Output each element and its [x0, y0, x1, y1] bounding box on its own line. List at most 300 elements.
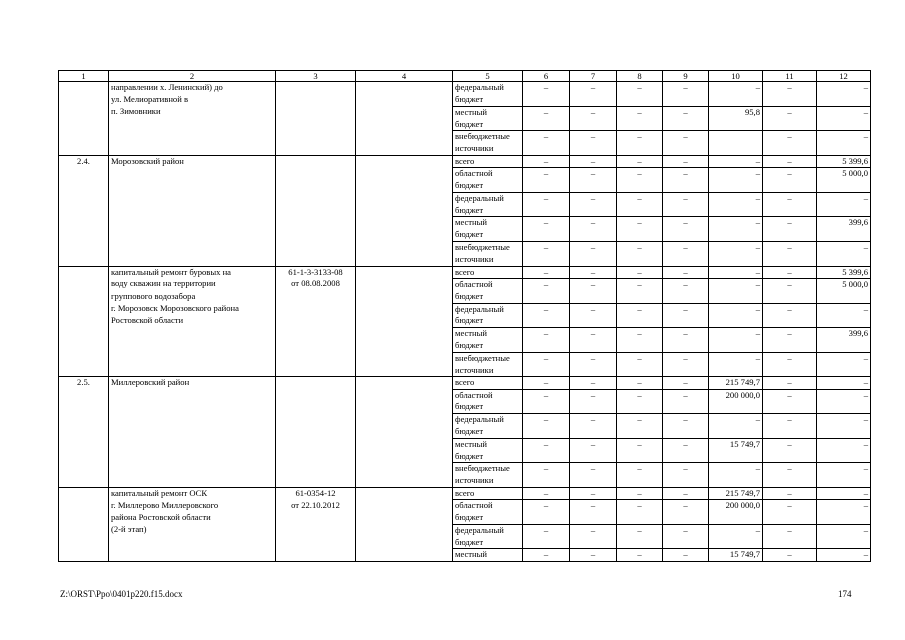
value-cell	[663, 180, 709, 192]
value-cell	[663, 451, 709, 463]
value-cell	[763, 475, 817, 487]
funding-source-cell: местный	[453, 549, 523, 561]
table-row	[59, 401, 871, 413]
value-cell	[763, 365, 817, 377]
value-cell: –	[663, 266, 709, 278]
value-cell: –	[763, 131, 817, 143]
page-number: 174	[838, 589, 852, 599]
item-number-cell	[59, 401, 109, 413]
value-cell	[709, 512, 763, 524]
value-cell: –	[763, 168, 817, 180]
value-cell: –	[570, 266, 617, 278]
value-cell: –	[763, 414, 817, 426]
document-ref-cell	[276, 426, 356, 438]
value-cell: –	[817, 303, 871, 315]
table-row	[59, 143, 871, 155]
value-cell: –	[523, 524, 570, 536]
column-4-cell	[356, 352, 453, 364]
document-ref-cell: 61-1-3-3133-08	[276, 266, 356, 278]
value-cell: –	[663, 192, 709, 204]
funding-source-cell: федеральный	[453, 414, 523, 426]
table-row	[59, 168, 871, 180]
funding-source-cell: бюджет	[453, 180, 523, 192]
item-number-cell	[59, 463, 109, 475]
table-row	[59, 537, 871, 549]
table-row	[59, 488, 871, 500]
value-cell: –	[617, 106, 663, 118]
value-cell	[523, 205, 570, 217]
value-cell	[709, 315, 763, 327]
document-ref-cell	[276, 328, 356, 340]
value-cell	[817, 180, 871, 192]
value-cell	[817, 143, 871, 155]
value-cell: –	[709, 524, 763, 536]
value-cell: –	[570, 463, 617, 475]
value-cell: 399,6	[817, 217, 871, 229]
value-cell	[817, 401, 871, 413]
value-cell: –	[617, 524, 663, 536]
object-name-cell: группового водозабора	[109, 291, 276, 303]
document-ref-cell	[276, 106, 356, 118]
table-row	[59, 291, 871, 303]
table-row	[59, 315, 871, 327]
funding-source-cell: всего	[453, 155, 523, 167]
object-name-cell	[109, 438, 276, 450]
header-cell: 12	[817, 71, 871, 82]
value-cell	[663, 315, 709, 327]
value-cell	[763, 205, 817, 217]
funding-source-cell: всего	[453, 266, 523, 278]
value-cell	[709, 254, 763, 266]
item-number-cell	[59, 229, 109, 241]
value-cell	[617, 340, 663, 352]
item-number-cell	[59, 549, 109, 561]
value-cell: –	[709, 82, 763, 94]
item-number-cell	[59, 340, 109, 352]
value-cell: –	[709, 217, 763, 229]
value-cell	[617, 451, 663, 463]
value-cell: –	[763, 217, 817, 229]
value-cell: –	[523, 438, 570, 450]
funding-source-cell: федеральный	[453, 303, 523, 315]
value-cell	[617, 254, 663, 266]
item-number-cell	[59, 414, 109, 426]
value-cell: –	[763, 500, 817, 512]
value-cell: –	[617, 278, 663, 290]
value-cell: –	[709, 266, 763, 278]
document-ref-cell	[276, 229, 356, 241]
value-cell: –	[709, 192, 763, 204]
value-cell: –	[570, 82, 617, 94]
value-cell: –	[523, 278, 570, 290]
value-cell: –	[617, 217, 663, 229]
value-cell: –	[523, 266, 570, 278]
value-cell: –	[709, 278, 763, 290]
value-cell: –	[523, 303, 570, 315]
column-4-cell	[356, 426, 453, 438]
value-cell	[617, 512, 663, 524]
value-cell: –	[570, 106, 617, 118]
column-4-cell	[356, 463, 453, 475]
object-name-cell: (2-й этап)	[109, 524, 276, 536]
value-cell	[709, 451, 763, 463]
value-cell	[617, 180, 663, 192]
value-cell: 200 000,0	[709, 389, 763, 401]
table-row	[59, 94, 871, 106]
value-cell: –	[523, 242, 570, 254]
value-cell: –	[817, 524, 871, 536]
table-row	[59, 377, 871, 389]
value-cell	[763, 180, 817, 192]
funding-source-cell: бюджет	[453, 94, 523, 106]
value-cell: –	[709, 328, 763, 340]
document-ref-cell	[276, 315, 356, 327]
value-cell	[617, 205, 663, 217]
value-cell	[817, 94, 871, 106]
document-ref-cell	[276, 217, 356, 229]
value-cell: –	[663, 82, 709, 94]
value-cell: –	[763, 266, 817, 278]
document-ref-cell	[276, 524, 356, 536]
object-name-cell: капитальный ремонт ОСК	[109, 488, 276, 500]
item-number-cell	[59, 512, 109, 524]
column-4-cell	[356, 438, 453, 450]
column-4-cell	[356, 303, 453, 315]
value-cell: –	[709, 352, 763, 364]
item-number-cell	[59, 254, 109, 266]
value-cell: –	[763, 242, 817, 254]
value-cell	[663, 365, 709, 377]
value-cell	[763, 119, 817, 131]
value-cell: –	[817, 549, 871, 561]
value-cell: 5 000,0	[817, 278, 871, 290]
value-cell	[709, 180, 763, 192]
header-cell: 2	[109, 71, 276, 82]
object-name-cell	[109, 451, 276, 463]
value-cell	[763, 315, 817, 327]
column-4-cell	[356, 340, 453, 352]
table-row	[59, 451, 871, 463]
value-cell: –	[617, 389, 663, 401]
document-ref-cell: 61-0354-12	[276, 488, 356, 500]
value-cell: –	[570, 389, 617, 401]
value-cell	[523, 229, 570, 241]
value-cell: –	[663, 155, 709, 167]
column-4-cell	[356, 143, 453, 155]
item-number-cell	[59, 143, 109, 155]
object-name-cell	[109, 328, 276, 340]
value-cell	[523, 119, 570, 131]
object-name-cell	[109, 426, 276, 438]
value-cell	[817, 537, 871, 549]
funding-source-cell: федеральный	[453, 82, 523, 94]
value-cell	[570, 119, 617, 131]
funding-source-cell: бюджет	[453, 537, 523, 549]
value-cell	[617, 426, 663, 438]
header-cell: 6	[523, 71, 570, 82]
value-cell: –	[570, 377, 617, 389]
value-cell	[570, 291, 617, 303]
value-cell	[763, 254, 817, 266]
object-name-cell	[109, 549, 276, 561]
item-number-cell	[59, 266, 109, 278]
value-cell: –	[663, 463, 709, 475]
value-cell: –	[763, 192, 817, 204]
value-cell	[570, 365, 617, 377]
column-4-cell	[356, 500, 453, 512]
funding-source-cell: областной	[453, 389, 523, 401]
value-cell	[817, 254, 871, 266]
value-cell: –	[617, 549, 663, 561]
document-ref-cell	[276, 340, 356, 352]
object-name-cell: г. Морозовск Морозовского района	[109, 303, 276, 315]
column-4-cell	[356, 217, 453, 229]
funding-source-cell: бюджет	[453, 451, 523, 463]
object-name-cell	[109, 119, 276, 131]
value-cell	[523, 537, 570, 549]
value-cell	[663, 401, 709, 413]
document-ref-cell	[276, 303, 356, 315]
value-cell: –	[523, 328, 570, 340]
document-ref-cell	[276, 463, 356, 475]
column-4-cell	[356, 131, 453, 143]
column-4-cell	[356, 537, 453, 549]
object-name-cell	[109, 463, 276, 475]
value-cell	[709, 119, 763, 131]
object-name-cell: Миллеровский район	[109, 377, 276, 389]
object-name-cell: г. Миллерово Миллеровского	[109, 500, 276, 512]
header-cell: 7	[570, 71, 617, 82]
object-name-cell	[109, 131, 276, 143]
column-4-cell	[356, 180, 453, 192]
value-cell	[523, 512, 570, 524]
value-cell: –	[663, 438, 709, 450]
value-cell: –	[763, 303, 817, 315]
value-cell	[570, 94, 617, 106]
document-ref-cell	[276, 451, 356, 463]
table-row	[59, 414, 871, 426]
item-number-cell: 2.4.	[59, 155, 109, 167]
value-cell: –	[570, 524, 617, 536]
funding-source-cell: областной	[453, 168, 523, 180]
funding-source-cell: внебюджетные	[453, 463, 523, 475]
value-cell: –	[617, 168, 663, 180]
value-cell: –	[570, 155, 617, 167]
value-cell: –	[617, 438, 663, 450]
value-cell: –	[817, 389, 871, 401]
table-row	[59, 192, 871, 204]
item-number-cell	[59, 438, 109, 450]
value-cell: –	[663, 549, 709, 561]
column-4-cell	[356, 365, 453, 377]
value-cell: –	[570, 500, 617, 512]
value-cell	[617, 365, 663, 377]
item-number-cell	[59, 94, 109, 106]
value-cell: –	[763, 352, 817, 364]
value-cell	[817, 512, 871, 524]
item-number-cell	[59, 303, 109, 315]
value-cell	[763, 401, 817, 413]
value-cell	[570, 205, 617, 217]
value-cell: –	[663, 352, 709, 364]
item-number-cell	[59, 278, 109, 290]
item-number-cell	[59, 217, 109, 229]
value-cell	[523, 340, 570, 352]
item-number-cell	[59, 205, 109, 217]
value-cell: –	[523, 155, 570, 167]
column-4-cell	[356, 254, 453, 266]
value-cell: –	[617, 414, 663, 426]
value-cell: 95,8	[709, 106, 763, 118]
table-row	[59, 254, 871, 266]
object-name-cell	[109, 365, 276, 377]
document-ref-cell	[276, 192, 356, 204]
value-cell	[663, 143, 709, 155]
value-cell: –	[570, 168, 617, 180]
table-row	[59, 180, 871, 192]
document-ref-cell: от 08.08.2008	[276, 278, 356, 290]
value-cell	[763, 537, 817, 549]
item-number-cell	[59, 119, 109, 131]
value-cell	[709, 205, 763, 217]
funding-source-cell: бюджет	[453, 229, 523, 241]
value-cell	[709, 291, 763, 303]
document-ref-cell	[276, 168, 356, 180]
value-cell: –	[523, 217, 570, 229]
column-4-cell	[356, 168, 453, 180]
value-cell	[570, 451, 617, 463]
value-cell	[663, 340, 709, 352]
value-cell: –	[617, 131, 663, 143]
value-cell: 215 749,7	[709, 488, 763, 500]
value-cell: –	[763, 82, 817, 94]
column-4-cell	[356, 549, 453, 561]
column-4-cell	[356, 229, 453, 241]
value-cell	[570, 340, 617, 352]
item-number-cell	[59, 524, 109, 536]
value-cell	[763, 143, 817, 155]
table-row	[59, 242, 871, 254]
document-ref-cell	[276, 155, 356, 167]
table-row	[59, 303, 871, 315]
table-row	[59, 512, 871, 524]
table-row	[59, 524, 871, 536]
funding-source-cell: бюджет	[453, 205, 523, 217]
document-ref-cell	[276, 94, 356, 106]
value-cell	[709, 426, 763, 438]
value-cell: –	[523, 82, 570, 94]
object-name-cell: капитальный ремонт буровых на	[109, 266, 276, 278]
value-cell	[817, 426, 871, 438]
value-cell: 399,6	[817, 328, 871, 340]
value-cell	[817, 340, 871, 352]
value-cell: 15 749,7	[709, 438, 763, 450]
object-name-cell: района Ростовской области	[109, 512, 276, 524]
column-4-cell	[356, 328, 453, 340]
value-cell: –	[617, 192, 663, 204]
item-number-cell	[59, 537, 109, 549]
value-cell: –	[617, 500, 663, 512]
table-row	[59, 500, 871, 512]
funding-source-cell: внебюджетные	[453, 131, 523, 143]
value-cell	[663, 291, 709, 303]
column-4-cell	[356, 266, 453, 278]
value-cell: 5 399,6	[817, 266, 871, 278]
value-cell: –	[617, 266, 663, 278]
object-name-cell	[109, 340, 276, 352]
value-cell: –	[570, 352, 617, 364]
value-cell: –	[570, 414, 617, 426]
value-cell: –	[523, 168, 570, 180]
object-name-cell: Ростовской области	[109, 315, 276, 327]
funding-source-cell: всего	[453, 488, 523, 500]
value-cell	[817, 315, 871, 327]
value-cell: 200 000,0	[709, 500, 763, 512]
value-cell	[763, 451, 817, 463]
column-4-cell	[356, 315, 453, 327]
document-ref-cell	[276, 254, 356, 266]
column-4-cell	[356, 451, 453, 463]
column-4-cell	[356, 242, 453, 254]
funding-source-cell: областной	[453, 278, 523, 290]
item-number-cell	[59, 192, 109, 204]
funding-source-cell: внебюджетные	[453, 242, 523, 254]
table-row	[59, 266, 871, 278]
value-cell	[663, 475, 709, 487]
file-path-footer: Z:\ORST\Ppo\0401p220.f15.docx	[60, 589, 183, 599]
object-name-cell: п. Зимовники	[109, 106, 276, 118]
value-cell	[817, 205, 871, 217]
value-cell: –	[570, 303, 617, 315]
item-number-cell	[59, 131, 109, 143]
funding-source-cell: бюджет	[453, 426, 523, 438]
header-row	[59, 71, 871, 82]
value-cell	[709, 143, 763, 155]
value-cell: –	[617, 328, 663, 340]
value-cell	[523, 365, 570, 377]
object-name-cell	[109, 537, 276, 549]
table-row	[59, 365, 871, 377]
object-name-cell	[109, 168, 276, 180]
column-4-cell	[356, 119, 453, 131]
funding-source-cell: источники	[453, 143, 523, 155]
column-4-cell	[356, 475, 453, 487]
value-cell	[709, 537, 763, 549]
value-cell: –	[817, 82, 871, 94]
document-ref-cell	[276, 401, 356, 413]
value-cell: –	[663, 389, 709, 401]
table-row	[59, 328, 871, 340]
value-cell: –	[663, 377, 709, 389]
value-cell	[617, 315, 663, 327]
object-name-cell	[109, 242, 276, 254]
column-4-cell	[356, 401, 453, 413]
value-cell: –	[570, 549, 617, 561]
value-cell: –	[663, 242, 709, 254]
funding-source-cell: областной	[453, 500, 523, 512]
value-cell	[570, 180, 617, 192]
value-cell: –	[817, 242, 871, 254]
column-4-cell	[356, 524, 453, 536]
funding-source-cell: бюджет	[453, 315, 523, 327]
value-cell	[523, 475, 570, 487]
item-number-cell	[59, 242, 109, 254]
value-cell	[709, 340, 763, 352]
item-number-cell	[59, 451, 109, 463]
value-cell: –	[663, 328, 709, 340]
value-cell: –	[617, 303, 663, 315]
document-ref-cell	[276, 537, 356, 549]
